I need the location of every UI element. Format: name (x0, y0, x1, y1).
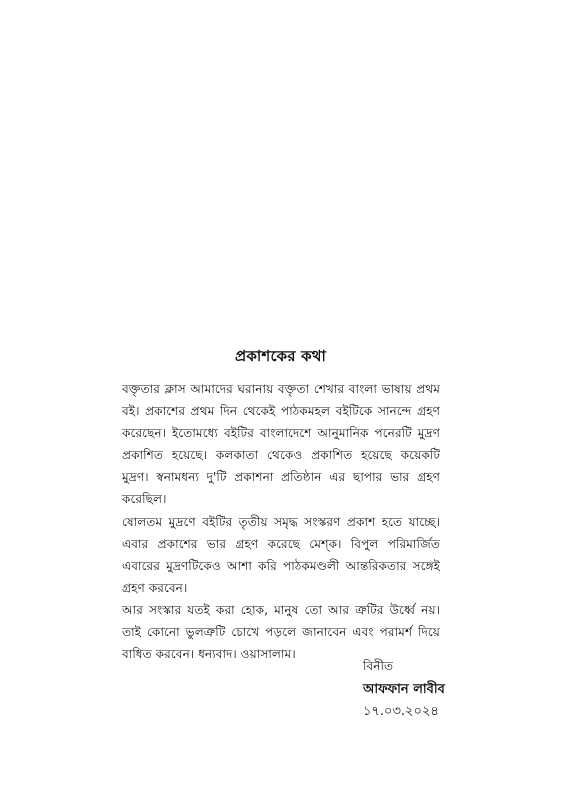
paragraph-2: ষোলতম মুদ্রণে বইটির তৃতীয় সমৃদ্ধ সংস্করণ প্রকাশ হতে যাচ্ছে। এবার প্রকাশের ভার গ্রহণ করেছে মেশ্ক। বিপুল পরিমার্জিত এবারের মুদ্রণটিকেও আশা করি পাঠকমণ্ডলী আন্তরিকতার সঙ্গেই গ্রহণ করবেন। (122, 514, 440, 595)
signature-date: ১৭.০৩.২০২৪ (363, 704, 439, 719)
publisher-note-body (122, 378, 440, 665)
paragraph-3: আর সংস্কার যতই করা হোক, মানুষ তো আর ত্রুটির উর্ধ্বে নয়। তাই কোনো ভুলত্রুটি চোখে পড়লে জানাবেন এবং পরামর্শ দিয়ে বাধিত করবেন। ধন্যবাদ। ওয়াসালাম। (122, 602, 440, 662)
paragraph-1: বক্তৃতার ক্লাস আমাদের ঘরানায় বক্তৃতা শেখার বাংলা ভাষায় প্রথম বই। প্রকাশের প্রথম দিন থেকেই পাঠকমহল বইটিকে সানন্দে গ্রহণ করেছেন। ইতোমধ্যে বইটির বাংলাদেশে আনুমানিক পনেরটি মুদ্রণ প্রকাশিত হয়েছে। কলকাতা থেকেও প্রকাশিত হয়েছে কয়েকটি মুদ্রণ। স্বনামধন্য দু'টি প্রকাশনা প্রতিষ্ঠান এর ছাপার ভার গ্রহণ করেছিল। (122, 382, 440, 507)
signature-block (363, 653, 513, 723)
signature-name: আফফান লাবীব (363, 682, 445, 697)
page-title: প্রকাশকের কথা (234, 347, 327, 365)
signature-closing: বিনীত (363, 659, 394, 673)
